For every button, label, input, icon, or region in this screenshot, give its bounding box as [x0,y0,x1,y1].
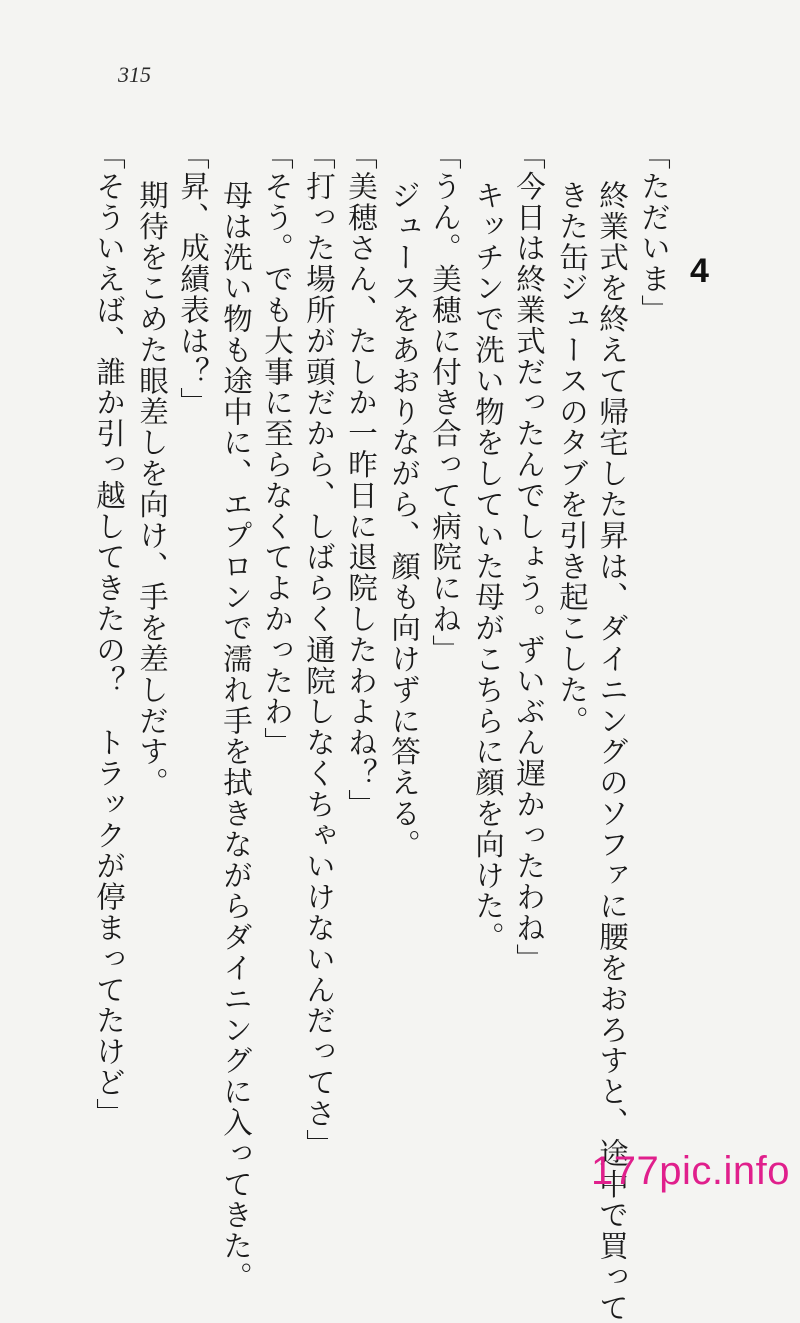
text-line: 「打った場所が頭だから、しばらく通院しなくちゃいけないんだってさ」 [302,140,336,1160]
chapter-number: 4 [690,252,709,290]
text-line: 母は洗い物も途中に、エプロンで濡れ手を拭きながらダイニングに入ってきた。 [219,180,253,1293]
text-line: 「ただいま」 [637,140,671,326]
text-line: 「そう。でも大事に至らなくてよかったわ」 [260,140,294,758]
text-line: 終業式を終えて帰宅した昇は、ダイニングのソファに腰をおろすと、途中で買って [595,180,629,1323]
text-line: ジュースをあおりながら、顔も向けずに答える。 [387,180,421,860]
page-number: 315 [118,62,151,87]
text-line: 「今日は終業式だったんでしょう。ずいぶん遅かったわね」 [512,140,546,975]
text-line: キッチンで洗い物をしていた母がこちらに顔を向けた。 [471,180,505,953]
text-line: 期待をこめた眼差しを向け、手を差しだす。 [135,180,169,798]
text-line: 「そういえば、誰か引っ越してきたの？ トラックが停まってたけど」 [92,140,126,1129]
watermark-text: 177pic.info [591,1149,790,1193]
text-line: 「美穂さん、たしか一昨日に退院したわよね？」 [344,140,378,820]
text-line: 「昇、成績表は？」 [176,140,210,419]
text-line: 「うん。美穂に付き合って病院にね」 [428,140,462,666]
text-line: きた缶ジュースのタブを引き起こした。 [555,180,589,737]
